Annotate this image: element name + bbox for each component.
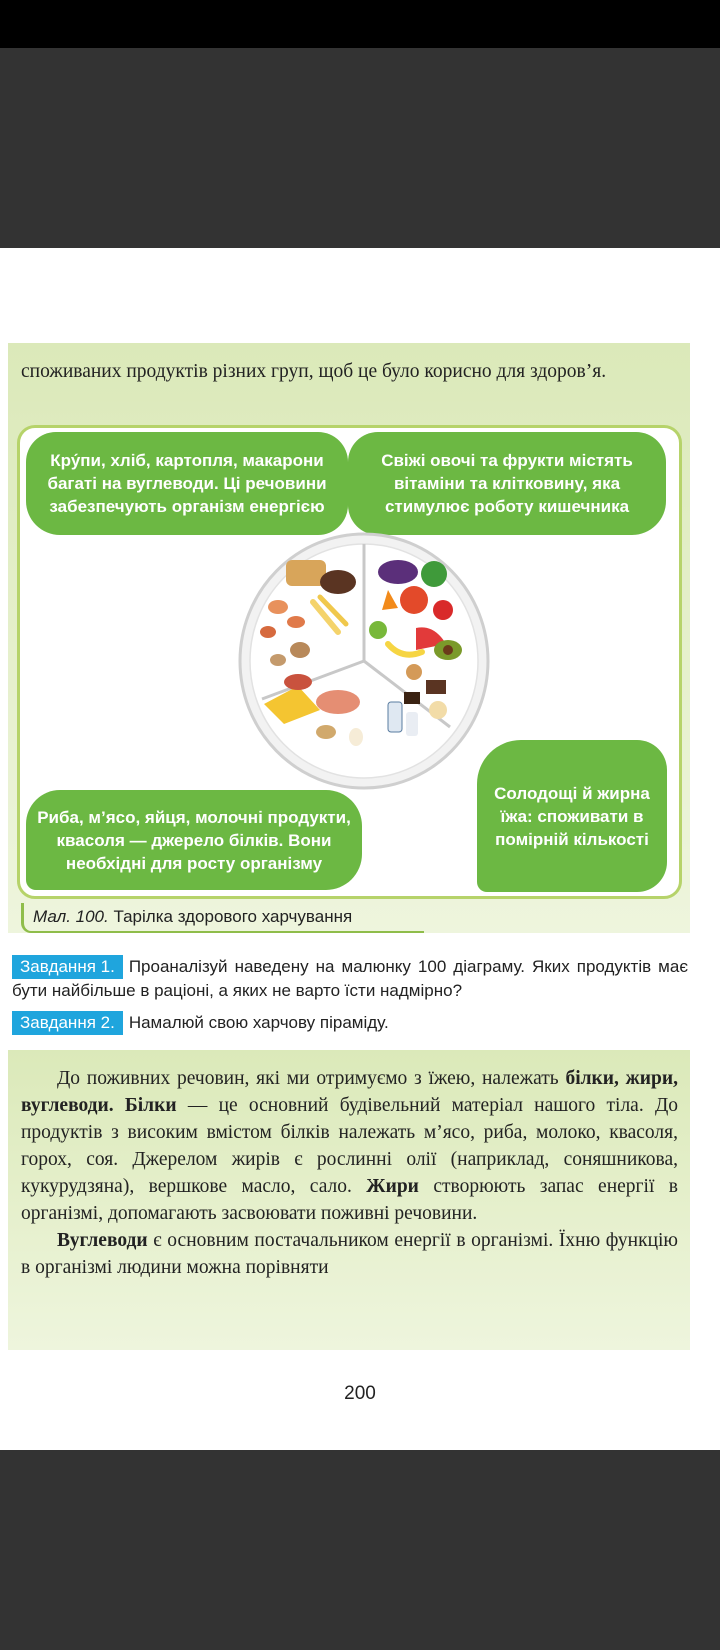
p2-bold-carbs: Вуглеводи: [57, 1230, 148, 1251]
food-plate-illustration: [238, 532, 490, 790]
paragraph-1: [21, 1065, 678, 1227]
task-1-label: Завдання 1.: [12, 955, 123, 979]
figure-caption: [33, 907, 352, 927]
p1-start: До поживних речовин, які ми отримуємо з їжею, належать: [57, 1068, 566, 1089]
carbs-box: Кру́пи, хліб, картопля, макарони багаті на вуглеводи. Ці речовини забезпечують організм енергією: [26, 432, 348, 535]
p1-bold-terms: білки, жири, вуглеводи. Білки: [21, 1068, 678, 1116]
intro-text: споживаних продуктів різних груп, щоб це було корисно для здоров’я.: [21, 361, 607, 382]
page-number: 200: [344, 1383, 376, 1404]
sweets-box: Солодощі й жирна їжа: споживати в помірній кількості: [477, 740, 667, 892]
top-dark-area: [0, 48, 720, 248]
task-1-text: Проаналізуй наведену на малюнку 100 діаграму. Яких продуктів має бути найбільше в раціоні, а яких не варто їсти надмірно?: [12, 957, 688, 1000]
p1-end: створюють запас енергії в організмі, допомагають засвоювати поживні речовини.: [21, 1176, 678, 1224]
bottom-dark-area: [0, 1450, 720, 1650]
task-2-text: Намалюй свою харчову піраміду.: [128, 1013, 389, 1032]
paragraph-2: [21, 1227, 678, 1281]
task-2: [12, 1011, 688, 1035]
body-text: [21, 1065, 678, 1281]
caption-number: Мал. 100.: [33, 907, 109, 926]
p1-middle: — це основний будівельний матеріал нашого тіла. До продуктів з високим вмістом білків належать м’ясо, риба, молоко, квасоля, горох, соя. Джерелом жирів є рослинні олії (наприклад, соняшникова, кукурудзяна), вершкове масло, сало.: [21, 1095, 678, 1197]
top-black-bar: [0, 0, 720, 48]
task-2-label: Завдання 2.: [12, 1011, 123, 1035]
proteins-box: Риба, м’ясо, яйця, молочні продукти, квасоля — джерело білків. Вони необхідні для росту організму: [26, 790, 362, 890]
task-1: [12, 955, 688, 1003]
vegetables-box: Свіжі овочі та фрукти містять вітаміни та клітковину, яка стимулює роботу кишечника: [348, 432, 666, 535]
caption-text: Тарілка здорового харчування: [113, 907, 353, 926]
p2-text: є основним постачальником енергії в організмі. Їхню функцію в організмі людини можна порівняти: [21, 1230, 678, 1278]
p1-bold-fats: Жири: [366, 1176, 419, 1197]
